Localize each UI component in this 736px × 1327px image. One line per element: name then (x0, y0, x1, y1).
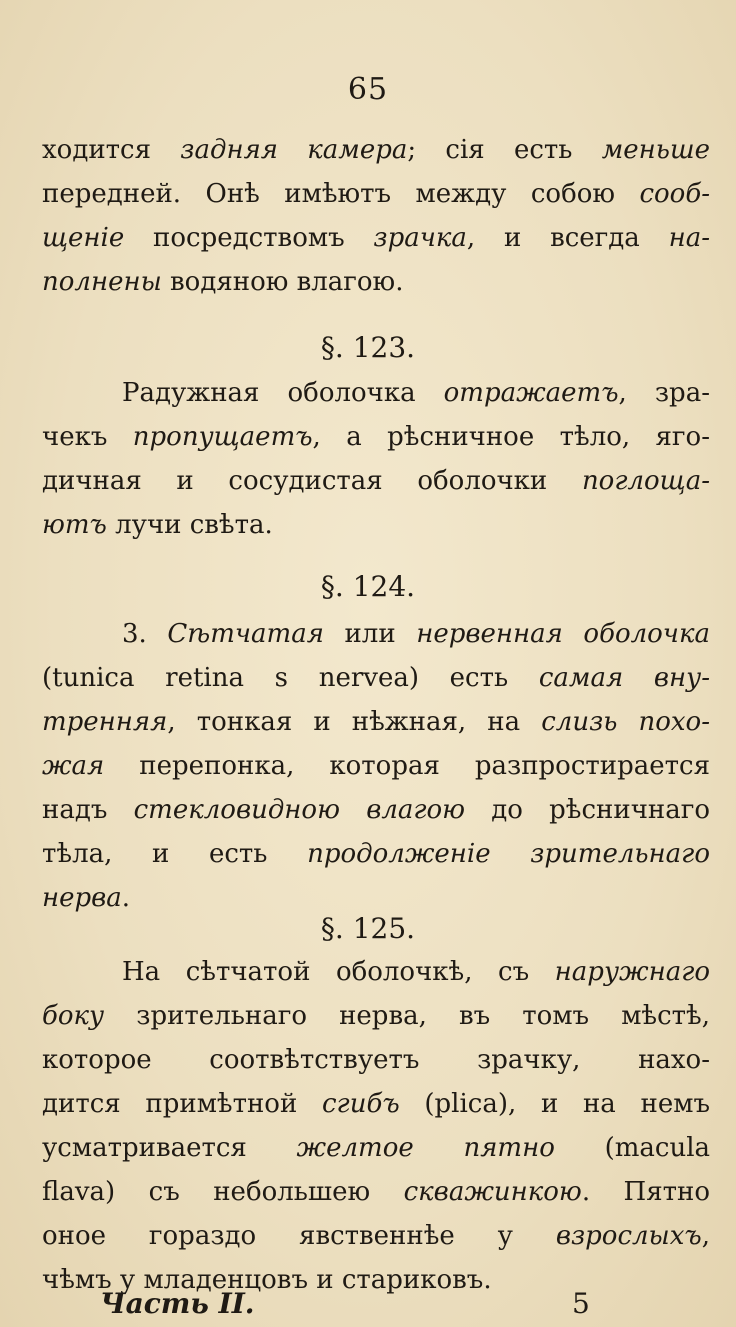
italic-term: отражаетъ (443, 378, 619, 408)
text-line (42, 1170, 710, 1214)
text-line (42, 1126, 710, 1170)
italic-term: наружнаго (554, 957, 710, 987)
italic-term: стекловидною влагою (133, 795, 466, 825)
text-run: дичная и сосудистая оболочки (42, 466, 582, 496)
italic-term: желтое пятно (296, 1133, 555, 1163)
text-run: . Пятно (581, 1177, 710, 1207)
text-line (42, 172, 710, 216)
text-run: ; сія есть (407, 135, 602, 165)
text-run: 3. (122, 619, 168, 649)
italic-term: поглоща- (581, 466, 710, 496)
italic-term: самая вну- (538, 663, 710, 693)
text-run: Радужная оболочка (122, 378, 444, 408)
section-heading: §. 123. (320, 331, 416, 364)
italic-term: на- (668, 223, 710, 253)
text-line (42, 744, 710, 788)
signature-mark: 5 (572, 1287, 590, 1320)
text-run: На сѣтчатой оболочкѣ, съ (122, 957, 555, 987)
text-run: , зра- (618, 378, 710, 408)
text-run: усматривается (42, 1133, 297, 1163)
text-line (122, 371, 710, 415)
italic-term: полнены (42, 267, 162, 297)
text-line (42, 1038, 710, 1082)
text-line (42, 788, 710, 832)
text-line (42, 1082, 710, 1126)
text-run: дится примѣтной (42, 1089, 322, 1119)
italic-term: продолженіе зрительнаго (307, 839, 710, 869)
text-run: flava) съ небольшею (42, 1177, 404, 1207)
italic-term: взрослыхъ (555, 1221, 702, 1251)
italic-term: меньше (601, 135, 710, 165)
text-run: надъ (42, 795, 134, 825)
text-run: зрительнаго нерва, въ томъ мѣстѣ, (104, 1001, 710, 1031)
italic-term: пропущаетъ (132, 422, 313, 452)
text-run: перепонка, которая разпростирается (104, 751, 710, 781)
italic-term: тренняя (42, 707, 168, 737)
text-run: (tunica retina s nervea) есть (42, 663, 539, 693)
text-run: (macula (554, 1133, 711, 1163)
text-line (42, 656, 710, 700)
text-run: лучи свѣта. (106, 510, 273, 540)
text-line (42, 1214, 710, 1258)
italic-term: скважинкою (403, 1177, 582, 1207)
text-line (42, 260, 710, 304)
text-line (42, 832, 710, 876)
italic-term: боку (42, 1001, 105, 1031)
text-line (42, 415, 710, 459)
page-number: 65 (347, 72, 389, 107)
italic-term: ютъ (42, 510, 107, 540)
text-run: , и всегда (466, 223, 669, 253)
text-run: , тонкая и нѣжная, на (167, 707, 542, 737)
text-line (42, 459, 710, 503)
text-line (122, 950, 710, 994)
part-label: Часть II. (100, 1287, 255, 1320)
text-run: водяною влагою. (161, 267, 404, 297)
text-run: передней. Онѣ имѣютъ между собою (42, 179, 640, 209)
italic-term: задняя камера (180, 135, 408, 165)
text-run: тѣла, и есть (42, 839, 308, 869)
text-run: или (323, 619, 417, 649)
text-run: которое соотвѣтствуетъ зрачку, нахо- (42, 1045, 710, 1075)
text-run: чѣмъ у младенцовъ и стариковъ. (42, 1265, 492, 1295)
text-line (42, 216, 710, 260)
italic-term: Сѣтчатая (167, 619, 324, 649)
text-run: посредствомъ (124, 223, 374, 253)
text-line (42, 128, 710, 172)
section-heading: §. 125. (320, 912, 416, 945)
text-run: , (701, 1221, 710, 1251)
text-run: , а рѣсничное тѣло, яго- (312, 422, 710, 452)
italic-term: жая (42, 751, 105, 781)
italic-term: нервенная оболочка (416, 619, 711, 649)
italic-term: щеніе (42, 223, 125, 253)
text-line (42, 994, 710, 1038)
text-run: оное гораздо явственнѣе у (42, 1221, 556, 1251)
text-run: (plica), и на немъ (399, 1089, 710, 1119)
italic-term: сооб- (639, 179, 710, 209)
text-run: ходится (42, 135, 181, 165)
text-run: . (121, 883, 131, 913)
italic-term: сгибъ (322, 1089, 400, 1119)
text-line (42, 503, 710, 547)
text-run: до рѣсничнаго (465, 795, 710, 825)
italic-term: зрачка (373, 223, 467, 253)
text-line (122, 612, 710, 656)
text-line (42, 700, 710, 744)
italic-term: слизь похо- (541, 707, 710, 737)
italic-term: нерва (42, 883, 122, 913)
section-heading: §. 124. (320, 570, 416, 603)
page-footer (0, 1284, 736, 1324)
text-run: чекъ (42, 422, 133, 452)
